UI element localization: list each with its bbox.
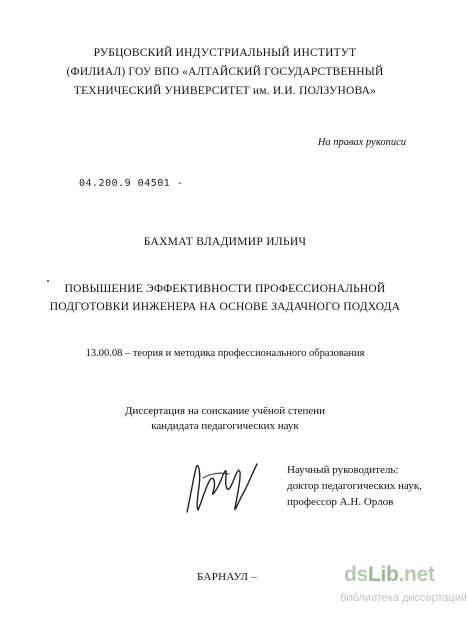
institute-line-1: РУБЦОВСКИЙ ИНДУСТРИАЛЬНЫЙ ИНСТИТУТ	[93, 47, 357, 59]
handwritten-signature	[183, 450, 263, 522]
logo-lib: Lib	[367, 563, 399, 586]
dslib-subtitle: библиотека диссертаций	[340, 592, 467, 604]
logo-ds: ds	[344, 563, 368, 586]
degree-line-1: Диссертация на соискание учёной степени	[124, 405, 326, 417]
author-name: БАХМАТ ВЛАДИМИР ИЛЬИЧ	[143, 236, 307, 248]
supervisor-line-2: доктор педагогических наук,	[287, 480, 422, 492]
supervisor-line-3: профессор А.Н. Орлов	[287, 496, 394, 508]
supervisor-line-1: Научный руководитель:	[287, 464, 399, 476]
institute-header	[0, 44, 450, 101]
title-line-2: ПОДГОТОВКИ ИНЖЕНЕРА НА ОСНОВЕ ЗАДАЧНОГО ПОДХОДА	[49, 301, 401, 313]
dissertation-title	[0, 280, 450, 316]
scientific-supervisor	[287, 462, 422, 510]
logo-net: .net	[398, 563, 435, 586]
specialty-code: 13.00.08 – теория и методика профессионального образования	[85, 348, 365, 359]
degree-statement	[0, 404, 450, 434]
institute-line-2: (ФИЛИАЛ) ГОУ ВПО «АЛТАЙСКИЙ ГОСУДАРСТВЕННЫЙ	[66, 66, 384, 78]
city-year: БАРНАУЛ –	[197, 571, 258, 583]
registration-stamp: 04.200.9 04501 -	[79, 178, 184, 189]
dslib-logo	[344, 563, 435, 587]
institute-line-3: ТЕХНИЧЕСКИЙ УНИВЕРСИТЕТ им. И.И. ПОЛЗУНОВА»	[73, 85, 377, 97]
degree-line-2: кандидата педагогических наук	[151, 420, 299, 432]
rights-note: На правах рукописи	[317, 137, 406, 148]
title-line-1: ПОВЫШЕНИЕ ЭФФЕКТИВНОСТИ ПРОФЕССИОНАЛЬНОЙ	[64, 283, 386, 295]
dslib-watermark	[340, 563, 467, 615]
